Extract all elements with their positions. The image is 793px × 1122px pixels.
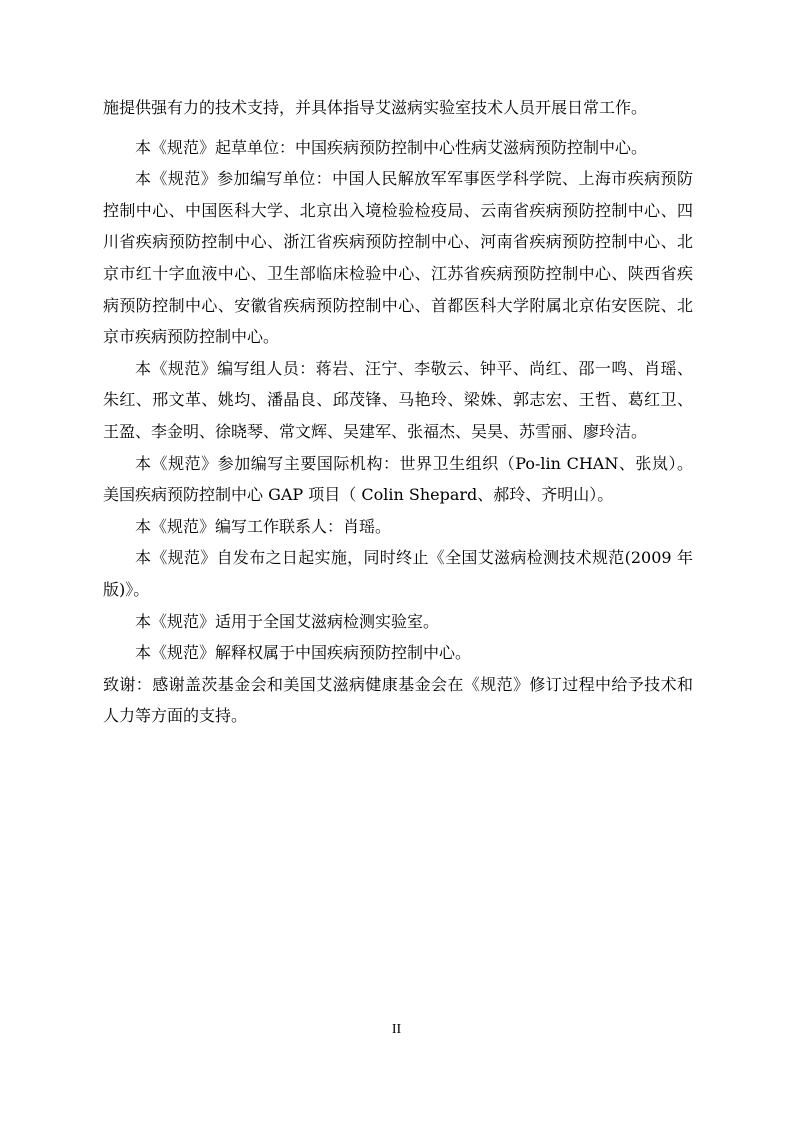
page-number: II: [391, 1022, 402, 1037]
paragraph-continuation: 施提供强有力的技术支持，并具体指导艾滋病实验室技术人员开展日常工作。: [103, 98, 648, 117]
paragraph-participating-units: 本《规范》参加编写单位：中国人民解放军军事医学科学院、上海市疾病预防控制中心、中国医科大学、北京出入境检验检疫局、云南省疾病预防控制中心、四川省疾病预防控制中心、浙江省疾病预防控制中心、河南省疾病预防控制中心、北京市红十字血液中心、卫生部临床检验中心、江苏省疾病预防控制中心、陕西省疾病预防控制中心、安徽省疾病预防控制中心、首都医科大学附属北京佑安医院、北京市疾病预防控制中心。: [103, 169, 693, 347]
paragraph-effective-date: 本《规范》自发布之日起实施，同时终止《全国艾滋病检测技术规范(2009 年版)》。: [103, 548, 693, 599]
document-body: [103, 92, 693, 732]
paragraph-scope: 本《规范》适用于全国艾滋病检测实验室。: [135, 611, 440, 631]
paragraph-interpretation: 本《规范》解释权属于中国疾病预防控制中心。: [135, 643, 472, 663]
paragraph-acknowledgement: 致谢：感谢盖茨基金会和美国艾滋病健康基金会在《规范》修订过程中给予技术和人力等方面的支持。: [103, 674, 693, 726]
paragraph-authors: 本《规范》编写组人员：蒋岩、汪宁、李敬云、钟平、尚红、邵一鸣、肖瑶、朱红、邢文革、姚均、潘晶良、邱茂锋、马艳玲、梁姝、郭志宏、王哲、葛红卫、王盈、李金明、徐晓琴、常文辉、吴建军、张福杰、吴昊、苏雪丽、廖玲洁。: [103, 358, 693, 441]
paragraph-international-agencies: 本《规范》参加编写主要国际机构：世界卫生组织（Po-lin CHAN、张岚）。美国疾病预防控制中心 GAP 项目（ Colin Shepard、郝玲、齐明山）。: [103, 453, 693, 505]
paragraph-contact-person: 本《规范》编写工作联系人：肖瑶。: [135, 516, 392, 536]
paragraph-drafting-unit: 本《规范》起草单位：中国疾病预防控制中心性病艾滋病预防控制中心。: [135, 137, 648, 157]
